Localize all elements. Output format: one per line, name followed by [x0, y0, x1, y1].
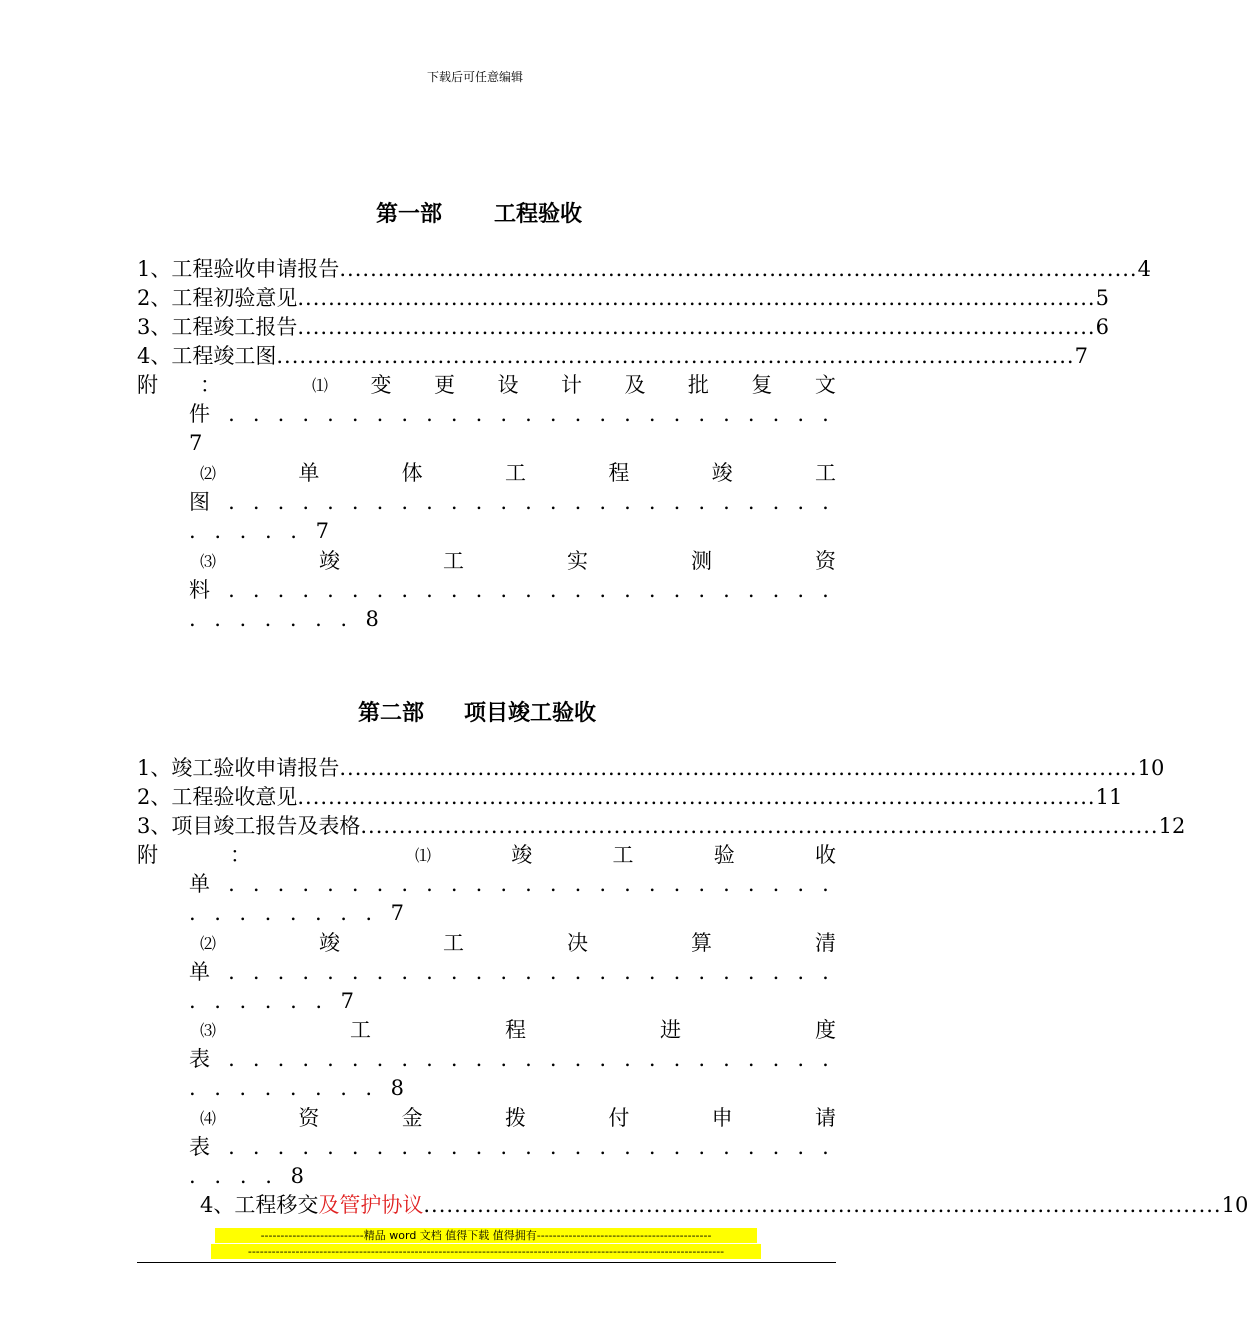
appendix-last-char: 单 — [189, 960, 210, 984]
toc-item-label: 4、工程移交 — [200, 1193, 319, 1217]
toc-leader: ........................................................................................................ — [423, 1193, 1222, 1217]
toc-leader: ........................................................................................................ — [276, 344, 1075, 368]
appendix-colon: ： — [230, 843, 251, 867]
appendix-char: 算 — [690, 931, 712, 955]
toc-leader: ........................................................................................................ — [339, 756, 1138, 780]
appendix-char: 工 — [814, 461, 836, 485]
toc-item-label-red: 及管护协议 — [318, 1193, 424, 1217]
appendix-char: 程 — [608, 461, 630, 485]
appendix-char: 进 — [659, 1018, 681, 1042]
appendix-char: 单 — [298, 461, 320, 485]
appendix-number: ⑴ — [312, 376, 329, 395]
appendix-char: 工 — [442, 549, 464, 573]
appendix-leader-line: 表 . . . . . . . . . . . . . . . . . . . . . . . . . — [189, 1045, 829, 1074]
appendix-page: 7 — [315, 519, 329, 543]
appendix-char: 资 — [298, 1106, 320, 1130]
appendix-label: 附 — [137, 843, 158, 867]
toc-item[interactable] — [137, 313, 1109, 342]
appendix-char: 工 — [612, 843, 634, 867]
toc-leader: ........................................................................................................ — [339, 257, 1138, 281]
footer-banner-line-2: ------------------------------------------------------------------------------------------------------------------------ — [211, 1244, 761, 1259]
toc-item[interactable] — [137, 812, 1186, 841]
appendix-char: 实 — [566, 549, 588, 573]
toc-item-label: 1、竣工验收申请报告 — [137, 756, 340, 780]
appendix-char: 测 — [690, 549, 712, 573]
appendix-label: 附 — [137, 373, 158, 397]
appendix-last-char: 单 — [189, 872, 210, 896]
appendix-char: 竣 — [511, 843, 533, 867]
toc-item[interactable] — [200, 1191, 1248, 1220]
appendix-char: 度 — [814, 1018, 836, 1042]
toc-item-label: 1、工程验收申请报告 — [137, 257, 340, 281]
page-header: 下载后可任意编辑 — [426, 70, 523, 84]
appendix-number: ⑶ — [200, 1021, 217, 1040]
toc-item[interactable] — [137, 255, 1151, 284]
toc-leader: ........................................................................................................ — [297, 286, 1096, 310]
toc-item-page: 6 — [1095, 315, 1109, 339]
appendix-number: ⑴ — [415, 846, 432, 865]
part1-title: 工程验收 — [494, 202, 583, 227]
toc-item-page: 7 — [1074, 344, 1088, 368]
appendix-entry-2[interactable] — [200, 929, 836, 958]
toc-item[interactable] — [137, 754, 1165, 783]
appendix-char: 申 — [711, 1106, 733, 1130]
appendix-char: 文 — [814, 373, 836, 397]
appendix-char: 竣 — [711, 461, 733, 485]
appendix-leader-line: . . . . . . 7 — [189, 987, 354, 1016]
appendix-entry-1[interactable] — [312, 371, 836, 400]
appendix-entry-1[interactable] — [415, 841, 836, 870]
appendix-char: 及 — [624, 373, 646, 397]
appendix-char: 工 — [442, 931, 464, 955]
appendix-char: 体 — [401, 461, 423, 485]
appendix-leader-line: 单 . . . . . . . . . . . . . . . . . . . . . . . . . — [189, 870, 829, 899]
appendix-leader-line: . . . . . . . . 8 — [189, 1074, 404, 1103]
appendix-leader-line: 料 . . . . . . . . . . . . . . . . . . . . . . . . . — [189, 576, 829, 605]
appendix-char: 收 — [814, 843, 836, 867]
toc-item-label: 3、项目竣工报告及表格 — [137, 814, 361, 838]
appendix-char: 批 — [687, 373, 709, 397]
appendix-char: 拨 — [505, 1106, 526, 1130]
toc-leader: ........................................................................................................ — [360, 814, 1159, 838]
appendix-leader-line: . . . . 8 — [189, 1162, 304, 1191]
appendix-page: 8 — [390, 1076, 404, 1100]
toc-leader: ........................................................................................................ — [297, 315, 1096, 339]
appendix-char: 变 — [370, 373, 392, 397]
appendix-char: 清 — [814, 931, 836, 955]
appendix-char: 更 — [433, 373, 455, 397]
part1-title-prefix: 第一部 — [376, 202, 443, 227]
appendix-char: 请 — [814, 1106, 836, 1130]
toc-item-label: 2、工程验收意见 — [137, 785, 298, 809]
toc-item-page: 4 — [1137, 257, 1151, 281]
footer-banner-line-1: --------------------------精品 word 文档 值得下载 值得拥有-------------------------------------------- — [215, 1228, 757, 1243]
toc-item[interactable] — [137, 342, 1088, 371]
appendix-entry-2[interactable] — [200, 459, 836, 488]
appendix-char: 验 — [713, 843, 735, 867]
appendix-char: 竣 — [319, 549, 340, 573]
appendix-char: 计 — [560, 373, 582, 397]
appendix-leader-line: . . . . . 7 — [189, 517, 329, 546]
part2-title-prefix: 第二部 — [358, 701, 425, 726]
appendix-leader-line: 图 . . . . . . . . . . . . . . . . . . . . . . . . . — [189, 488, 829, 517]
toc-item[interactable] — [137, 783, 1123, 812]
toc-item-page: 10 — [1221, 1193, 1248, 1217]
appendix-leader-line: 件 . . . . . . . . . . . . . . . . . . . . . . . . . — [189, 400, 829, 429]
appendix-entry-4[interactable] — [200, 1104, 836, 1133]
appendix-number: ⑶ — [200, 552, 217, 571]
appendix-colon: ： — [200, 373, 221, 397]
part2-title: 项目竣工验收 — [464, 701, 597, 726]
appendix-last-char: 表 — [189, 1135, 210, 1159]
appendix-last-char: 表 — [189, 1047, 210, 1071]
toc-item-page: 10 — [1137, 756, 1165, 780]
appendix-last-char: 件 — [189, 402, 210, 426]
toc-item-page: 12 — [1158, 814, 1186, 838]
appendix-number: ⑵ — [200, 464, 217, 483]
toc-item-label: 3、工程竣工报告 — [137, 315, 298, 339]
appendix-number: ⑷ — [200, 1109, 217, 1128]
appendix-char: 设 — [497, 373, 519, 397]
appendix-char: 复 — [751, 373, 773, 397]
appendix-last-char: 图 — [189, 490, 210, 514]
appendix-page: 7 — [189, 431, 203, 455]
appendix-entry-3[interactable] — [200, 1016, 836, 1045]
toc-item[interactable] — [137, 284, 1109, 313]
appendix-char: 金 — [401, 1106, 423, 1130]
appendix-number: ⑵ — [200, 934, 217, 953]
appendix-char: 工 — [350, 1018, 371, 1042]
appendix-char: 程 — [504, 1018, 526, 1042]
appendix-char: 决 — [566, 931, 588, 955]
appendix-leader-line: 表 . . . . . . . . . . . . . . . . . . . . . . . . . — [189, 1133, 829, 1162]
appendix-char: 工 — [505, 461, 526, 485]
appendix-leader-line: . . . . . . . 8 — [189, 605, 379, 634]
appendix-page: 8 — [365, 607, 379, 631]
appendix-char: 付 — [608, 1106, 630, 1130]
toc-item-page: 5 — [1095, 286, 1109, 310]
appendix-leader-line: 单 . . . . . . . . . . . . . . . . . . . . . . . . . — [189, 958, 829, 987]
footer-rule — [137, 1262, 836, 1263]
appendix-char: 竣 — [319, 931, 340, 955]
appendix-page: 7 — [340, 989, 354, 1013]
toc-item-page: 11 — [1095, 785, 1123, 809]
toc-item-label: 2、工程初验意见 — [137, 286, 298, 310]
appendix-entry-3[interactable] — [200, 547, 836, 576]
appendix-page: 8 — [290, 1164, 304, 1188]
appendix-page: 7 — [390, 901, 404, 925]
appendix-last-char: 料 — [189, 578, 210, 602]
toc-item-label: 4、工程竣工图 — [137, 344, 277, 368]
toc-leader: ........................................................................................................ — [297, 785, 1096, 809]
appendix-char: 资 — [814, 549, 836, 573]
appendix-leader-line: . . . . . . . . 7 — [189, 899, 404, 928]
